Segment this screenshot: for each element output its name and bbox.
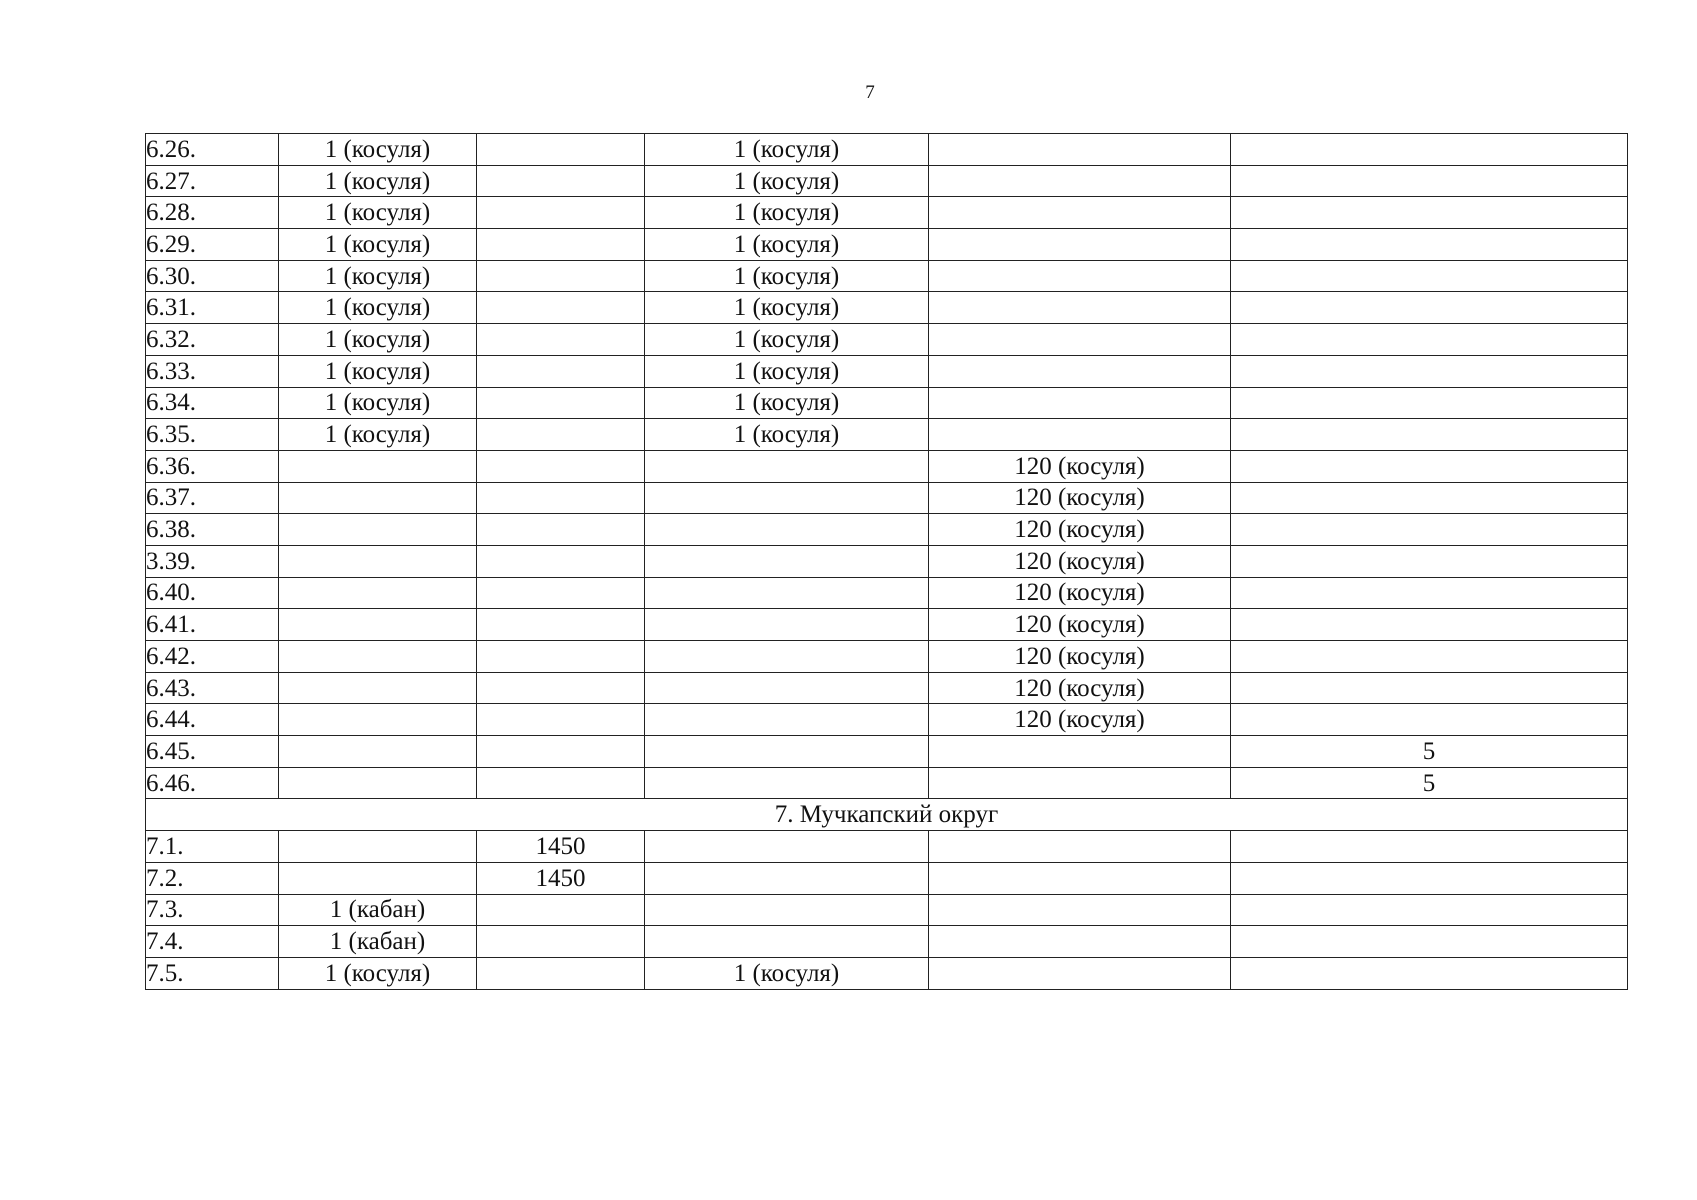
table-cell: 1 (косуля) xyxy=(279,355,477,387)
table-cell: 1 (косуля) xyxy=(279,260,477,292)
table-cell xyxy=(929,736,1231,768)
table-row xyxy=(146,482,1628,514)
table-cell: 1 (косуля) xyxy=(645,260,929,292)
table-cell: 1 (косуля) xyxy=(279,134,477,166)
row-number-cell: 6.37. xyxy=(146,482,279,514)
table-cell xyxy=(477,957,645,989)
table-cell: 1 (косуля) xyxy=(279,292,477,324)
table-row xyxy=(146,831,1628,863)
table-cell xyxy=(477,736,645,768)
table-cell xyxy=(929,165,1231,197)
quota-table xyxy=(145,133,1628,990)
table-cell xyxy=(279,514,477,546)
table-cell xyxy=(477,355,645,387)
row-number-cell: 6.33. xyxy=(146,355,279,387)
table-row xyxy=(146,767,1628,799)
table-row xyxy=(146,609,1628,641)
table-cell: 120 (косуля) xyxy=(929,514,1231,546)
table-cell: 120 (косуля) xyxy=(929,450,1231,482)
table-cell xyxy=(477,926,645,958)
table-cell: 1450 xyxy=(477,862,645,894)
table-cell xyxy=(929,957,1231,989)
table-cell: 1 (косуля) xyxy=(279,419,477,451)
table-cell xyxy=(645,704,929,736)
table-row xyxy=(146,292,1628,324)
table-cell xyxy=(645,672,929,704)
table-cell xyxy=(1231,957,1628,989)
table-cell xyxy=(929,831,1231,863)
table-row xyxy=(146,355,1628,387)
row-number-cell: 6.30. xyxy=(146,260,279,292)
table-cell xyxy=(645,609,929,641)
table-cell xyxy=(1231,292,1628,324)
table-cell: 1 (косуля) xyxy=(279,197,477,229)
table-cell xyxy=(929,292,1231,324)
table-cell xyxy=(1231,387,1628,419)
table-cell xyxy=(477,704,645,736)
table-cell xyxy=(477,197,645,229)
table-row xyxy=(146,419,1628,451)
table-cell xyxy=(1231,355,1628,387)
table-cell: 1 (кабан) xyxy=(279,926,477,958)
row-number-cell: 6.46. xyxy=(146,767,279,799)
page-number: 7 xyxy=(865,82,875,103)
table-cell: 1 (косуля) xyxy=(279,229,477,261)
row-number-cell: 6.45. xyxy=(146,736,279,768)
table-cell: 5 xyxy=(1231,736,1628,768)
table-row xyxy=(146,894,1628,926)
table-cell xyxy=(1231,419,1628,451)
table-cell xyxy=(477,419,645,451)
table-cell xyxy=(279,482,477,514)
table-cell xyxy=(645,577,929,609)
table-cell xyxy=(1231,229,1628,261)
table-cell: 120 (косуля) xyxy=(929,545,1231,577)
row-number-cell: 6.43. xyxy=(146,672,279,704)
section-title: 7. Мучкапский округ xyxy=(146,799,1628,831)
table-cell xyxy=(1231,482,1628,514)
row-number-cell: 6.29. xyxy=(146,229,279,261)
table-cell xyxy=(477,482,645,514)
table-cell xyxy=(1231,926,1628,958)
table-cell xyxy=(1231,704,1628,736)
row-number-cell: 6.44. xyxy=(146,704,279,736)
table-row xyxy=(146,450,1628,482)
row-number-cell: 3.39. xyxy=(146,545,279,577)
table-cell xyxy=(477,577,645,609)
table-cell xyxy=(929,894,1231,926)
table-cell xyxy=(279,641,477,673)
table-row xyxy=(146,387,1628,419)
table-cell: 1450 xyxy=(477,831,645,863)
table-cell: 1 (кабан) xyxy=(279,894,477,926)
table-cell xyxy=(279,609,477,641)
table-cell xyxy=(477,672,645,704)
table-cell xyxy=(645,862,929,894)
table-row xyxy=(146,197,1628,229)
section-header xyxy=(146,799,1628,831)
table-cell: 1 (косуля) xyxy=(645,324,929,356)
table-cell xyxy=(1231,894,1628,926)
table-row xyxy=(146,229,1628,261)
table-cell: 1 (косуля) xyxy=(645,957,929,989)
table-cell xyxy=(477,767,645,799)
table-cell: 120 (косуля) xyxy=(929,577,1231,609)
table-cell xyxy=(279,672,477,704)
table-cell: 120 (косуля) xyxy=(929,704,1231,736)
table-cell xyxy=(929,767,1231,799)
table-cell: 120 (косуля) xyxy=(929,609,1231,641)
table-cell: 1 (косуля) xyxy=(645,165,929,197)
table-cell xyxy=(477,641,645,673)
table-row xyxy=(146,324,1628,356)
table-cell: 120 (косуля) xyxy=(929,641,1231,673)
table-cell: 1 (косуля) xyxy=(645,387,929,419)
table-row xyxy=(146,577,1628,609)
table-cell xyxy=(477,894,645,926)
table-cell: 1 (косуля) xyxy=(645,355,929,387)
table-cell xyxy=(1231,134,1628,166)
table-cell xyxy=(645,831,929,863)
row-number-cell: 7.4. xyxy=(146,926,279,958)
table-cell xyxy=(279,704,477,736)
table-body-okrug-7 xyxy=(146,831,1628,989)
row-number-cell: 6.27. xyxy=(146,165,279,197)
row-number-cell: 6.26. xyxy=(146,134,279,166)
table-row xyxy=(146,862,1628,894)
table-cell xyxy=(645,545,929,577)
table-cell xyxy=(279,767,477,799)
table-cell xyxy=(929,260,1231,292)
table-cell xyxy=(279,577,477,609)
row-number-cell: 7.1. xyxy=(146,831,279,863)
table-cell xyxy=(1231,260,1628,292)
row-number-cell: 6.35. xyxy=(146,419,279,451)
table-cell xyxy=(1231,324,1628,356)
table-cell xyxy=(279,450,477,482)
table-cell: 1 (косуля) xyxy=(279,165,477,197)
row-number-cell: 6.42. xyxy=(146,641,279,673)
table-cell xyxy=(477,609,645,641)
table-cell xyxy=(279,545,477,577)
table-cell xyxy=(477,324,645,356)
table-cell xyxy=(1231,609,1628,641)
table-cell xyxy=(645,641,929,673)
table-cell: 1 (косуля) xyxy=(279,324,477,356)
table-cell: 1 (косуля) xyxy=(645,134,929,166)
row-number-cell: 6.28. xyxy=(146,197,279,229)
table-cell xyxy=(929,419,1231,451)
table-cell xyxy=(645,482,929,514)
table-cell: 1 (косуля) xyxy=(279,387,477,419)
table-cell xyxy=(477,229,645,261)
table-cell xyxy=(1231,514,1628,546)
table-cell xyxy=(929,197,1231,229)
table-cell xyxy=(477,387,645,419)
table-cell: 1 (косуля) xyxy=(645,197,929,229)
table-cell xyxy=(1231,641,1628,673)
table-row xyxy=(146,957,1628,989)
table-row xyxy=(146,736,1628,768)
table-cell xyxy=(279,736,477,768)
table-row xyxy=(146,672,1628,704)
table-cell xyxy=(645,926,929,958)
table-cell xyxy=(929,355,1231,387)
table-cell xyxy=(645,450,929,482)
table-cell xyxy=(645,767,929,799)
table-row xyxy=(146,641,1628,673)
row-number-cell: 6.41. xyxy=(146,609,279,641)
table-cell xyxy=(645,894,929,926)
row-number-cell: 6.32. xyxy=(146,324,279,356)
table-row xyxy=(146,165,1628,197)
table-cell xyxy=(477,134,645,166)
table-cell: 1 (косуля) xyxy=(279,957,477,989)
row-number-cell: 6.40. xyxy=(146,577,279,609)
table-cell xyxy=(1231,545,1628,577)
table-cell: 1 (косуля) xyxy=(645,229,929,261)
row-number-cell: 6.31. xyxy=(146,292,279,324)
row-number-cell: 6.34. xyxy=(146,387,279,419)
table-cell xyxy=(929,324,1231,356)
table-cell: 1 (косуля) xyxy=(645,292,929,324)
table-cell: 120 (косуля) xyxy=(929,482,1231,514)
section-row xyxy=(146,799,1628,831)
table-cell xyxy=(1231,165,1628,197)
table-cell: 120 (косуля) xyxy=(929,672,1231,704)
table-row xyxy=(146,134,1628,166)
row-number-cell: 6.38. xyxy=(146,514,279,546)
table-cell xyxy=(1231,197,1628,229)
row-number-cell: 7.5. xyxy=(146,957,279,989)
table-body-okrug-6 xyxy=(146,134,1628,799)
row-number-cell: 6.36. xyxy=(146,450,279,482)
table-cell xyxy=(929,926,1231,958)
table-cell xyxy=(645,514,929,546)
table-row xyxy=(146,545,1628,577)
table-cell xyxy=(279,862,477,894)
table-cell xyxy=(477,165,645,197)
table-cell xyxy=(1231,577,1628,609)
row-number-cell: 7.2. xyxy=(146,862,279,894)
table-cell xyxy=(477,260,645,292)
table-cell xyxy=(477,450,645,482)
table-cell xyxy=(279,831,477,863)
table-cell xyxy=(929,387,1231,419)
table-cell xyxy=(1231,672,1628,704)
table-cell: 1 (косуля) xyxy=(645,419,929,451)
table-row xyxy=(146,704,1628,736)
table-cell xyxy=(477,292,645,324)
table-cell xyxy=(477,514,645,546)
table-cell xyxy=(929,134,1231,166)
table-cell xyxy=(929,229,1231,261)
table-cell xyxy=(1231,831,1628,863)
table-row xyxy=(146,260,1628,292)
table-cell xyxy=(1231,450,1628,482)
table-cell xyxy=(645,736,929,768)
table-cell xyxy=(929,862,1231,894)
table-row xyxy=(146,514,1628,546)
table-row xyxy=(146,926,1628,958)
table-cell xyxy=(477,545,645,577)
table-cell xyxy=(1231,862,1628,894)
row-number-cell: 7.3. xyxy=(146,894,279,926)
table-cell: 5 xyxy=(1231,767,1628,799)
